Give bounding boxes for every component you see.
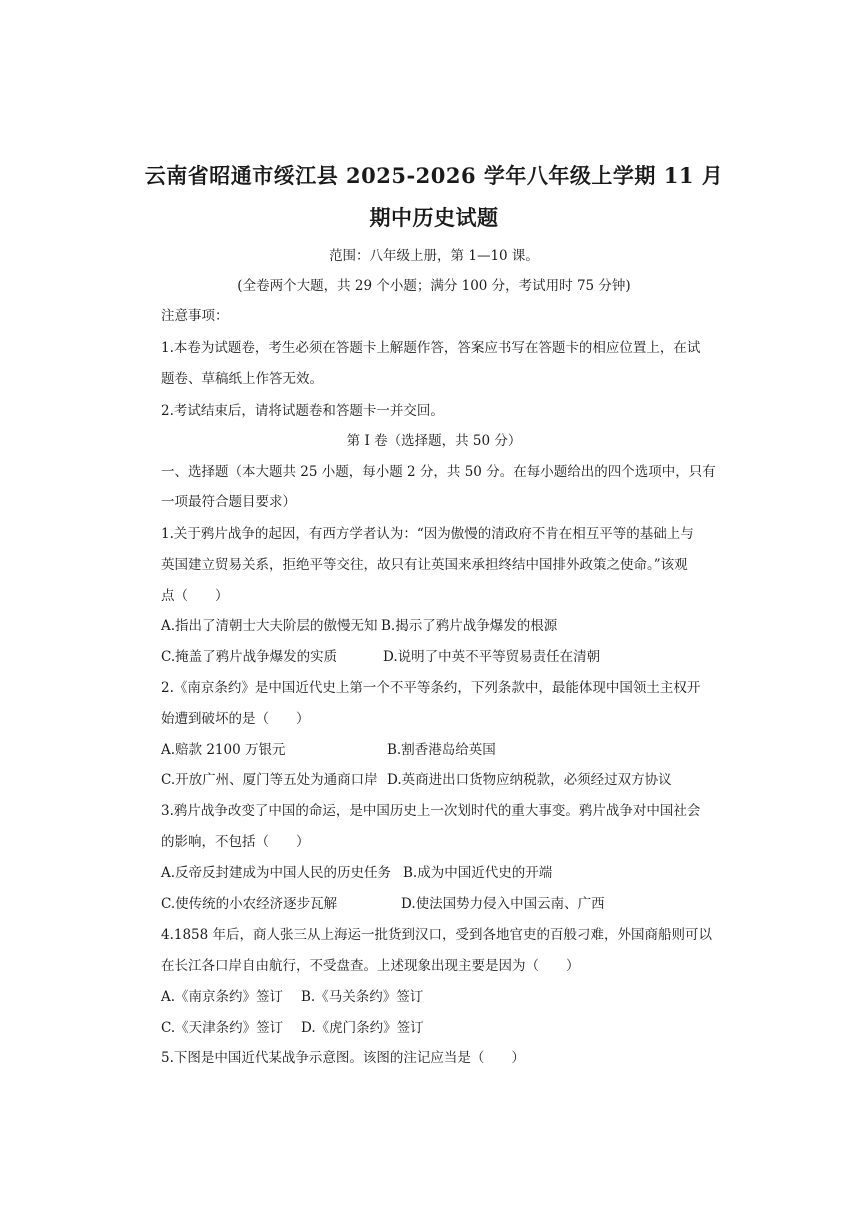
q1-option-a: A.指出了清朝士大夫阶层的傲慢无知 bbox=[161, 618, 378, 634]
q2-option-a: A.赔款 2100 万银元 bbox=[161, 742, 286, 758]
q1-stem-line2: 英国建立贸易关系，拒绝平等交往，故只有让英国来承担终结中国排外政策之使命。”该观 bbox=[161, 557, 688, 573]
q1-stem-line1: 1.关于鸦片战争的起因，有西方学者认为：“因为傲慢的清政府不肯在相互平等的基础上与 bbox=[161, 526, 694, 542]
q3-option-a: A.反帝反封建成为中国人民的历史任务 bbox=[161, 865, 392, 881]
q5-stem-line1: 5.下图是中国近代某战争示意图。该图的注记应当是（ ） bbox=[161, 1050, 525, 1066]
q4-stem-line2: 在长江各口岸自由航行，不受盘查。上述现象出现主要是因为（ ） bbox=[161, 958, 580, 974]
section-intro-line2: 一项最符合题目要求） bbox=[161, 494, 296, 510]
q4-stem-line1: 4.1858 年后，商人张三从上海运一批货到汉口，受到各地官吏的百般刁难，外国商船则可以 bbox=[161, 927, 713, 943]
q2-option-b: B.割香港岛给英国 bbox=[387, 742, 496, 758]
q3-option-c: C.使传统的小农经济逐步瓦解 bbox=[161, 896, 338, 912]
q2-option-d: D.英商进出口货物应纳税款，必须经过双方协议 bbox=[387, 772, 672, 788]
q1-option-b: B.揭示了鸦片战争爆发的根源 bbox=[381, 618, 558, 634]
q4-option-c: C.《天津条约》签订 bbox=[161, 1020, 284, 1036]
section-intro-line1: 一、选择题（本大题共 25 小题，每小题 2 分，共 50 分。在每小题给出的四个选项中，只有 bbox=[161, 464, 716, 480]
q2-option-c: C.开放广州、厦门等五处为通商口岸 bbox=[161, 772, 378, 788]
q4-option-d: D.《虎门条约》签订 bbox=[301, 1020, 424, 1036]
q4-option-a: A.《南京条约》签订 bbox=[161, 989, 284, 1005]
q3-option-d: D.使法国势力侵入中国云南、广西 bbox=[401, 896, 605, 912]
q1-stem-line3: 点（ ） bbox=[161, 588, 229, 604]
notes-heading: 注意事项： bbox=[161, 308, 229, 324]
q3-option-b: B.成为中国近代史的开端 bbox=[403, 865, 553, 881]
note-1-line2: 题卷、草稿纸上作答无效。 bbox=[161, 371, 323, 387]
q2-stem-line1: 2.《南京条约》是中国近代史上第一个不平等条约，下列条款中，最能体现中国领土主权开 bbox=[161, 680, 701, 696]
q1-option-d: D.说明了中英不平等贸易责任在清朝 bbox=[383, 649, 601, 665]
q3-stem-line2: 的影响，不包括（ ） bbox=[161, 834, 310, 850]
note-2: 2.考试结束后，请将试题卷和答题卡一并交回。 bbox=[161, 403, 444, 419]
exam-title-line2: 期中历史试题 bbox=[369, 205, 499, 230]
exam-scope: 范围：八年级上册，第 1—10 课。 bbox=[329, 248, 539, 264]
exam-info: (全卷两个大题，共 29 个小题；满分 100 分，考试用时 75 分钟) bbox=[237, 278, 631, 294]
note-1-line1: 1.本卷为试题卷，考生必须在答题卡上解题作答，答案应书写在答题卡的相应位置上，在试 bbox=[161, 340, 701, 356]
q3-stem-line1: 3.鸦片战争改变了中国的命运，是中国历史上一次划时代的重大事变。鸦片战争对中国社会 bbox=[161, 803, 701, 819]
q4-option-b: B.《马关条约》签订 bbox=[301, 989, 424, 1005]
section-heading: 第 I 卷（选择题，共 50 分） bbox=[346, 433, 522, 449]
q2-stem-line2: 始遭到破坏的是（ ） bbox=[161, 711, 310, 727]
exam-title-line1: 云南省昭通市绥江县 2025-2026 学年八年级上学期 11 月 bbox=[144, 163, 724, 188]
q1-option-c: C.掩盖了鸦片战争爆发的实质 bbox=[161, 649, 338, 665]
